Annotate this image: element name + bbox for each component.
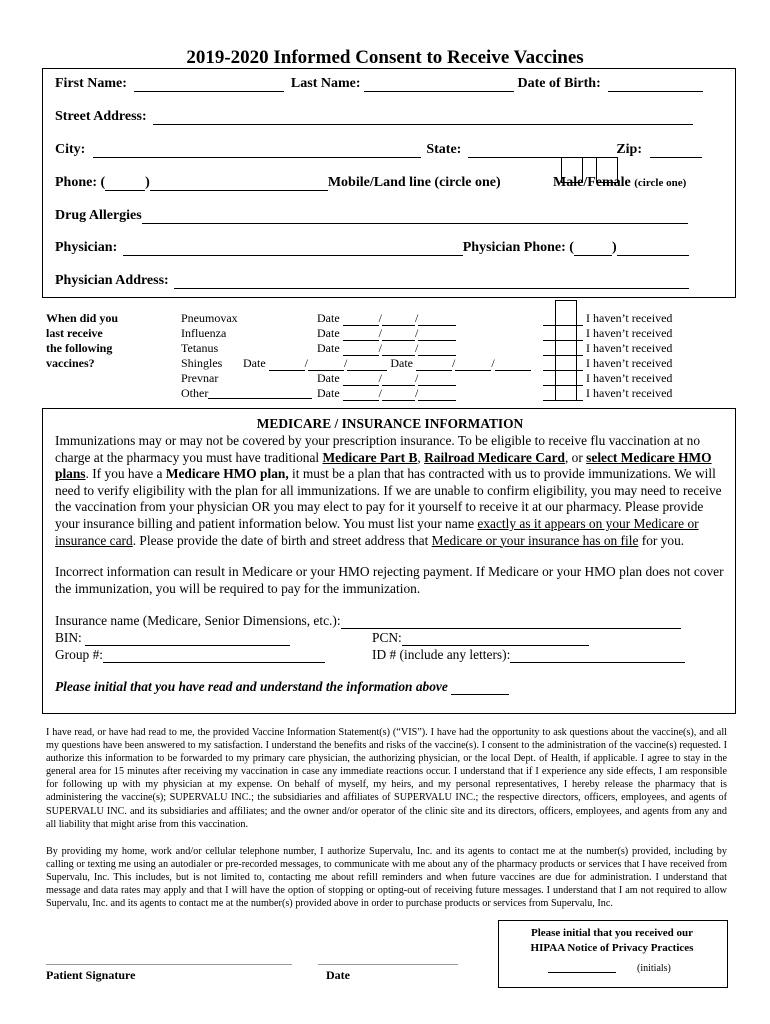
medicare-text: . If you have a [85, 466, 166, 482]
vaccine-name-prevnar: Prevnar [181, 371, 219, 385]
vaccine-name-other: Other [181, 386, 209, 400]
date-field[interactable] [343, 314, 379, 326]
date-label: Date [326, 968, 350, 982]
not-received-label: I haven’t received [586, 341, 673, 355]
vaccine-name-pneumovax: Pneumovax [181, 311, 238, 325]
date-label: Date [317, 386, 340, 400]
date-line[interactable] [318, 964, 458, 965]
physician-phone-paren: ) [611, 240, 617, 255]
date-label: Date [317, 326, 340, 340]
not-received-line [543, 374, 583, 386]
physician-row [55, 240, 689, 256]
id-field[interactable] [510, 650, 685, 663]
first-name-field[interactable] [134, 79, 284, 92]
group-label: Group #: [55, 647, 103, 662]
phone-label: Phone: ( [55, 175, 106, 190]
pcn-row [372, 630, 589, 646]
group-row [55, 647, 325, 663]
not-received-line [543, 344, 583, 356]
date-field[interactable] [455, 359, 491, 371]
date-label-2: Date [390, 356, 413, 370]
not-received-label: I haven’t received [586, 356, 673, 370]
pneumovax-date: Date / / [317, 311, 456, 326]
date-field[interactable] [343, 344, 379, 356]
medicare-text: Immunizations may or may not be covered by your prescription insurance. To be eligible to receive flu vaccination at no charge at the pharmacy you must have traditional [55, 433, 701, 465]
allergies-field[interactable] [142, 211, 688, 224]
not-received-row [543, 326, 672, 341]
allergies-row [55, 208, 688, 224]
sex-label[interactable]: Male/Female [553, 175, 631, 190]
city-label: City: [55, 142, 86, 157]
pcn-label: PCN: [372, 630, 402, 645]
date-label: Date [317, 341, 340, 355]
page-title: 2019-2020 Informed Consent to Receive Vaccines [186, 47, 584, 68]
medicare-text: for you. [638, 532, 685, 548]
last-name-label: Last Name: [290, 76, 361, 91]
vaccine-question [46, 311, 118, 371]
medicare-paragraph-2: Incorrect information can result in Medicare or your HMO rejecting payment. If Medicare or your HMO plan does not cover the immunization, you will be required to pay for the immunization. [55, 564, 724, 596]
id-label: ID # (include any letters): [372, 647, 511, 662]
city-field[interactable] [93, 145, 421, 158]
medicare-text: , [417, 449, 425, 465]
zip-label: Zip: [616, 142, 643, 157]
street-label: Street Address: [55, 109, 147, 124]
date-field[interactable] [418, 389, 456, 401]
insurance-name-field[interactable] [341, 616, 681, 629]
railroad-medicare: Railroad Medicare Card [424, 449, 565, 465]
hipaa-line-1: Please initial that you received our [530, 927, 694, 939]
not-received-line [543, 359, 583, 371]
hipaa-initials-label: (initials) [637, 963, 671, 974]
date-field[interactable] [418, 329, 456, 341]
date-field[interactable] [269, 359, 305, 371]
date-label: Date [243, 356, 266, 370]
not-received-row [543, 371, 672, 386]
street-field[interactable] [153, 112, 693, 125]
date-field[interactable] [347, 359, 387, 371]
date-field[interactable] [418, 344, 456, 356]
medicare-text: . Please provide the date of birth and street address that [132, 532, 432, 548]
not-received-row [543, 341, 672, 356]
street-row [55, 109, 693, 125]
first-name-label: First Name: [55, 76, 127, 91]
date-field[interactable] [416, 359, 452, 371]
physician-phone-area-field[interactable] [574, 243, 612, 256]
physician-address-label: Physician Address: [55, 273, 169, 288]
allergies-label: Drug Allergies [55, 208, 142, 223]
date-label: Date [317, 371, 340, 385]
exact-name-note: exactly as it appears on your Medicare or insurance card [55, 515, 699, 548]
date-field[interactable] [382, 314, 415, 326]
tetanus-date: Date / / [317, 341, 456, 356]
insurance-name-row [55, 613, 681, 629]
initial-label: Please initial that you have read and understand the information above [55, 679, 448, 694]
date-field[interactable] [495, 359, 531, 371]
medicare-text: it must be a plan that has contracted with us to provide immunizations. We will need to verify eligibility with the plan for all immunizations. If we are unable to confirm eligibility, you may need to receive the vaccination from your physician OR you may elect to pay for it yourself to receive it at our pharmacy. Please provide your insurance billing and patient information below. You must list your name [55, 466, 722, 531]
signature-line[interactable] [46, 964, 292, 965]
phone-row [55, 175, 501, 191]
hipaa-text [498, 926, 726, 956]
physician-field[interactable] [123, 243, 463, 256]
prevnar-date: Date / / [317, 371, 456, 386]
influenza-date: Date / / [317, 326, 456, 341]
vaccine-question-line: When did you [46, 311, 119, 325]
phone-area-code-field[interactable] [105, 178, 145, 191]
date-field[interactable] [343, 374, 379, 386]
medicare-text: , or [564, 449, 587, 465]
physician-phone-field[interactable] [617, 243, 689, 256]
pcn-field[interactable] [402, 633, 589, 646]
state-field[interactable] [468, 145, 613, 158]
vaccine-question-line: vaccines? [46, 356, 95, 370]
date-field[interactable] [343, 389, 379, 401]
on-file-note: Medicare or your insurance has on file [431, 532, 639, 548]
id-row [372, 647, 685, 663]
date-field[interactable] [418, 374, 456, 386]
vaccine-name-influenza: Influenza [181, 326, 227, 340]
other-date: Date / / [317, 386, 456, 401]
date-field[interactable] [382, 374, 415, 386]
not-received-row [543, 386, 672, 401]
date-field[interactable] [382, 344, 415, 356]
medicare-paragraph-1 [55, 433, 725, 549]
not-received-row [543, 356, 672, 371]
sex-row [553, 175, 686, 191]
select-hmo-plans: select Medicare HMO plans [55, 449, 712, 482]
not-received-label: I haven’t received [586, 326, 673, 340]
physician-address-row [55, 273, 689, 289]
consent-paragraph-2: By providing my home, work and/or cellular telephone number, I authorize Supervalu, Inc. and its agents to contact me at the number(s) provided, including by calling or texting me using an autodialer or pre-recorded messages, to communicate with me about any of the pharmacy products or services that I have received from Supervalu, Inc. This includes, but is not limited to, contacting me about refill reminders and when future vaccines are due for administration. I understand that message and data rates may apply and that I will have the option of stopping or opting-out of receiving future messages. I understand that I am not required to allow Supervalu, Inc. and its agents to contact me at the number(s) provided above in order to purchase products or services from Supervalu, Inc. [46, 846, 727, 910]
hipaa-initials-field[interactable] [548, 960, 616, 973]
sex-note: (circle one) [634, 177, 687, 189]
phone-number-field[interactable] [150, 178, 328, 191]
vaccine-name-tetanus: Tetanus [181, 341, 219, 355]
patient-signature-label: Patient Signature [46, 968, 136, 982]
date-field[interactable] [343, 329, 379, 341]
not-received-line [543, 314, 583, 326]
not-received-line [543, 389, 583, 401]
hipaa-line-2: HIPAA Notice of Privacy Practices [530, 942, 694, 954]
state-label: State: [426, 142, 462, 157]
initial-field[interactable] [451, 682, 509, 695]
bin-label: BIN: [55, 630, 82, 645]
date-field[interactable] [382, 389, 415, 401]
dob-field[interactable] [608, 79, 703, 92]
other-vaccine-field-line[interactable] [208, 386, 312, 399]
dob-label: Date of Birth: [517, 76, 601, 91]
hmo-plan: Medicare HMO plan, [165, 466, 289, 482]
physician-address-field[interactable] [174, 276, 689, 289]
phone-paren: ) [145, 175, 150, 190]
mobile-landline-label[interactable]: Mobile/Land line (circle one) [327, 175, 501, 190]
medicare-part-b: Medicare Part B [322, 449, 418, 465]
zip-field[interactable] [650, 145, 702, 158]
date-field[interactable] [382, 329, 415, 341]
bin-row [55, 630, 290, 646]
date-field[interactable] [308, 359, 344, 371]
physician-label: Physician: [55, 240, 118, 255]
vaccine-question-line: the following [46, 341, 113, 355]
vaccine-question-line: last receive [46, 326, 103, 340]
not-received-label: I haven’t received [586, 371, 673, 385]
not-received-line [543, 329, 583, 341]
vaccine-name-shingles: Shingles [181, 356, 223, 370]
not-received-label: I haven’t received [586, 311, 673, 325]
bin-field[interactable] [85, 633, 290, 646]
insurance-name-label: Insurance name (Medicare, Senior Dimensions, etc.): [55, 613, 341, 628]
physician-phone-label: Physician Phone: ( [462, 240, 574, 255]
first-name-row [55, 76, 703, 92]
date-field[interactable] [418, 314, 456, 326]
group-field[interactable] [103, 650, 325, 663]
initial-row [55, 679, 509, 695]
consent-paragraph-1: I have read, or have had read to me, the provided Vaccine Information Statement(s) (“VIS”). I have had the opportunity to ask questions about the vaccine(s), and all my questions have been answered to my satisfaction. I understand the benefits and risks of the vaccine(s). I consent to the administration of the vaccine(s) requested. I authorize this information to be forwarded to my primary care physician, the authorizing physician, or the local Dept. of Health, if applicable. I agree to stay in the general area for 15 minutes after receiving my vaccination in case any immediate reactions occur. I understand that if I experience any side effects, I am responsible for following up with my physician at my expense. On behalf of myself, my heirs, and my personal representatives, I hereby release the pharmacy that is administering the vaccine(s); SUPERVALU INC.; the subsidiaries and affiliates of SUPERVALU INC.; the respective directors, officers, employees, and agents of SUPERVALU INC. and its subsidiaries and affiliates; and the owner and/or operator of the clinic site and its directors, officers, employees, and agents from any and all liability that might arise from this vaccination. [46, 727, 727, 830]
last-name-field[interactable] [364, 79, 514, 92]
date-label: Date [317, 311, 340, 325]
shingles-date: Date / / Date / / [243, 356, 531, 371]
not-received-row [543, 311, 672, 326]
not-received-label: I haven’t received [586, 386, 673, 400]
medicare-heading: MEDICARE / INSURANCE INFORMATION [256, 416, 524, 431]
city-row [55, 142, 702, 158]
